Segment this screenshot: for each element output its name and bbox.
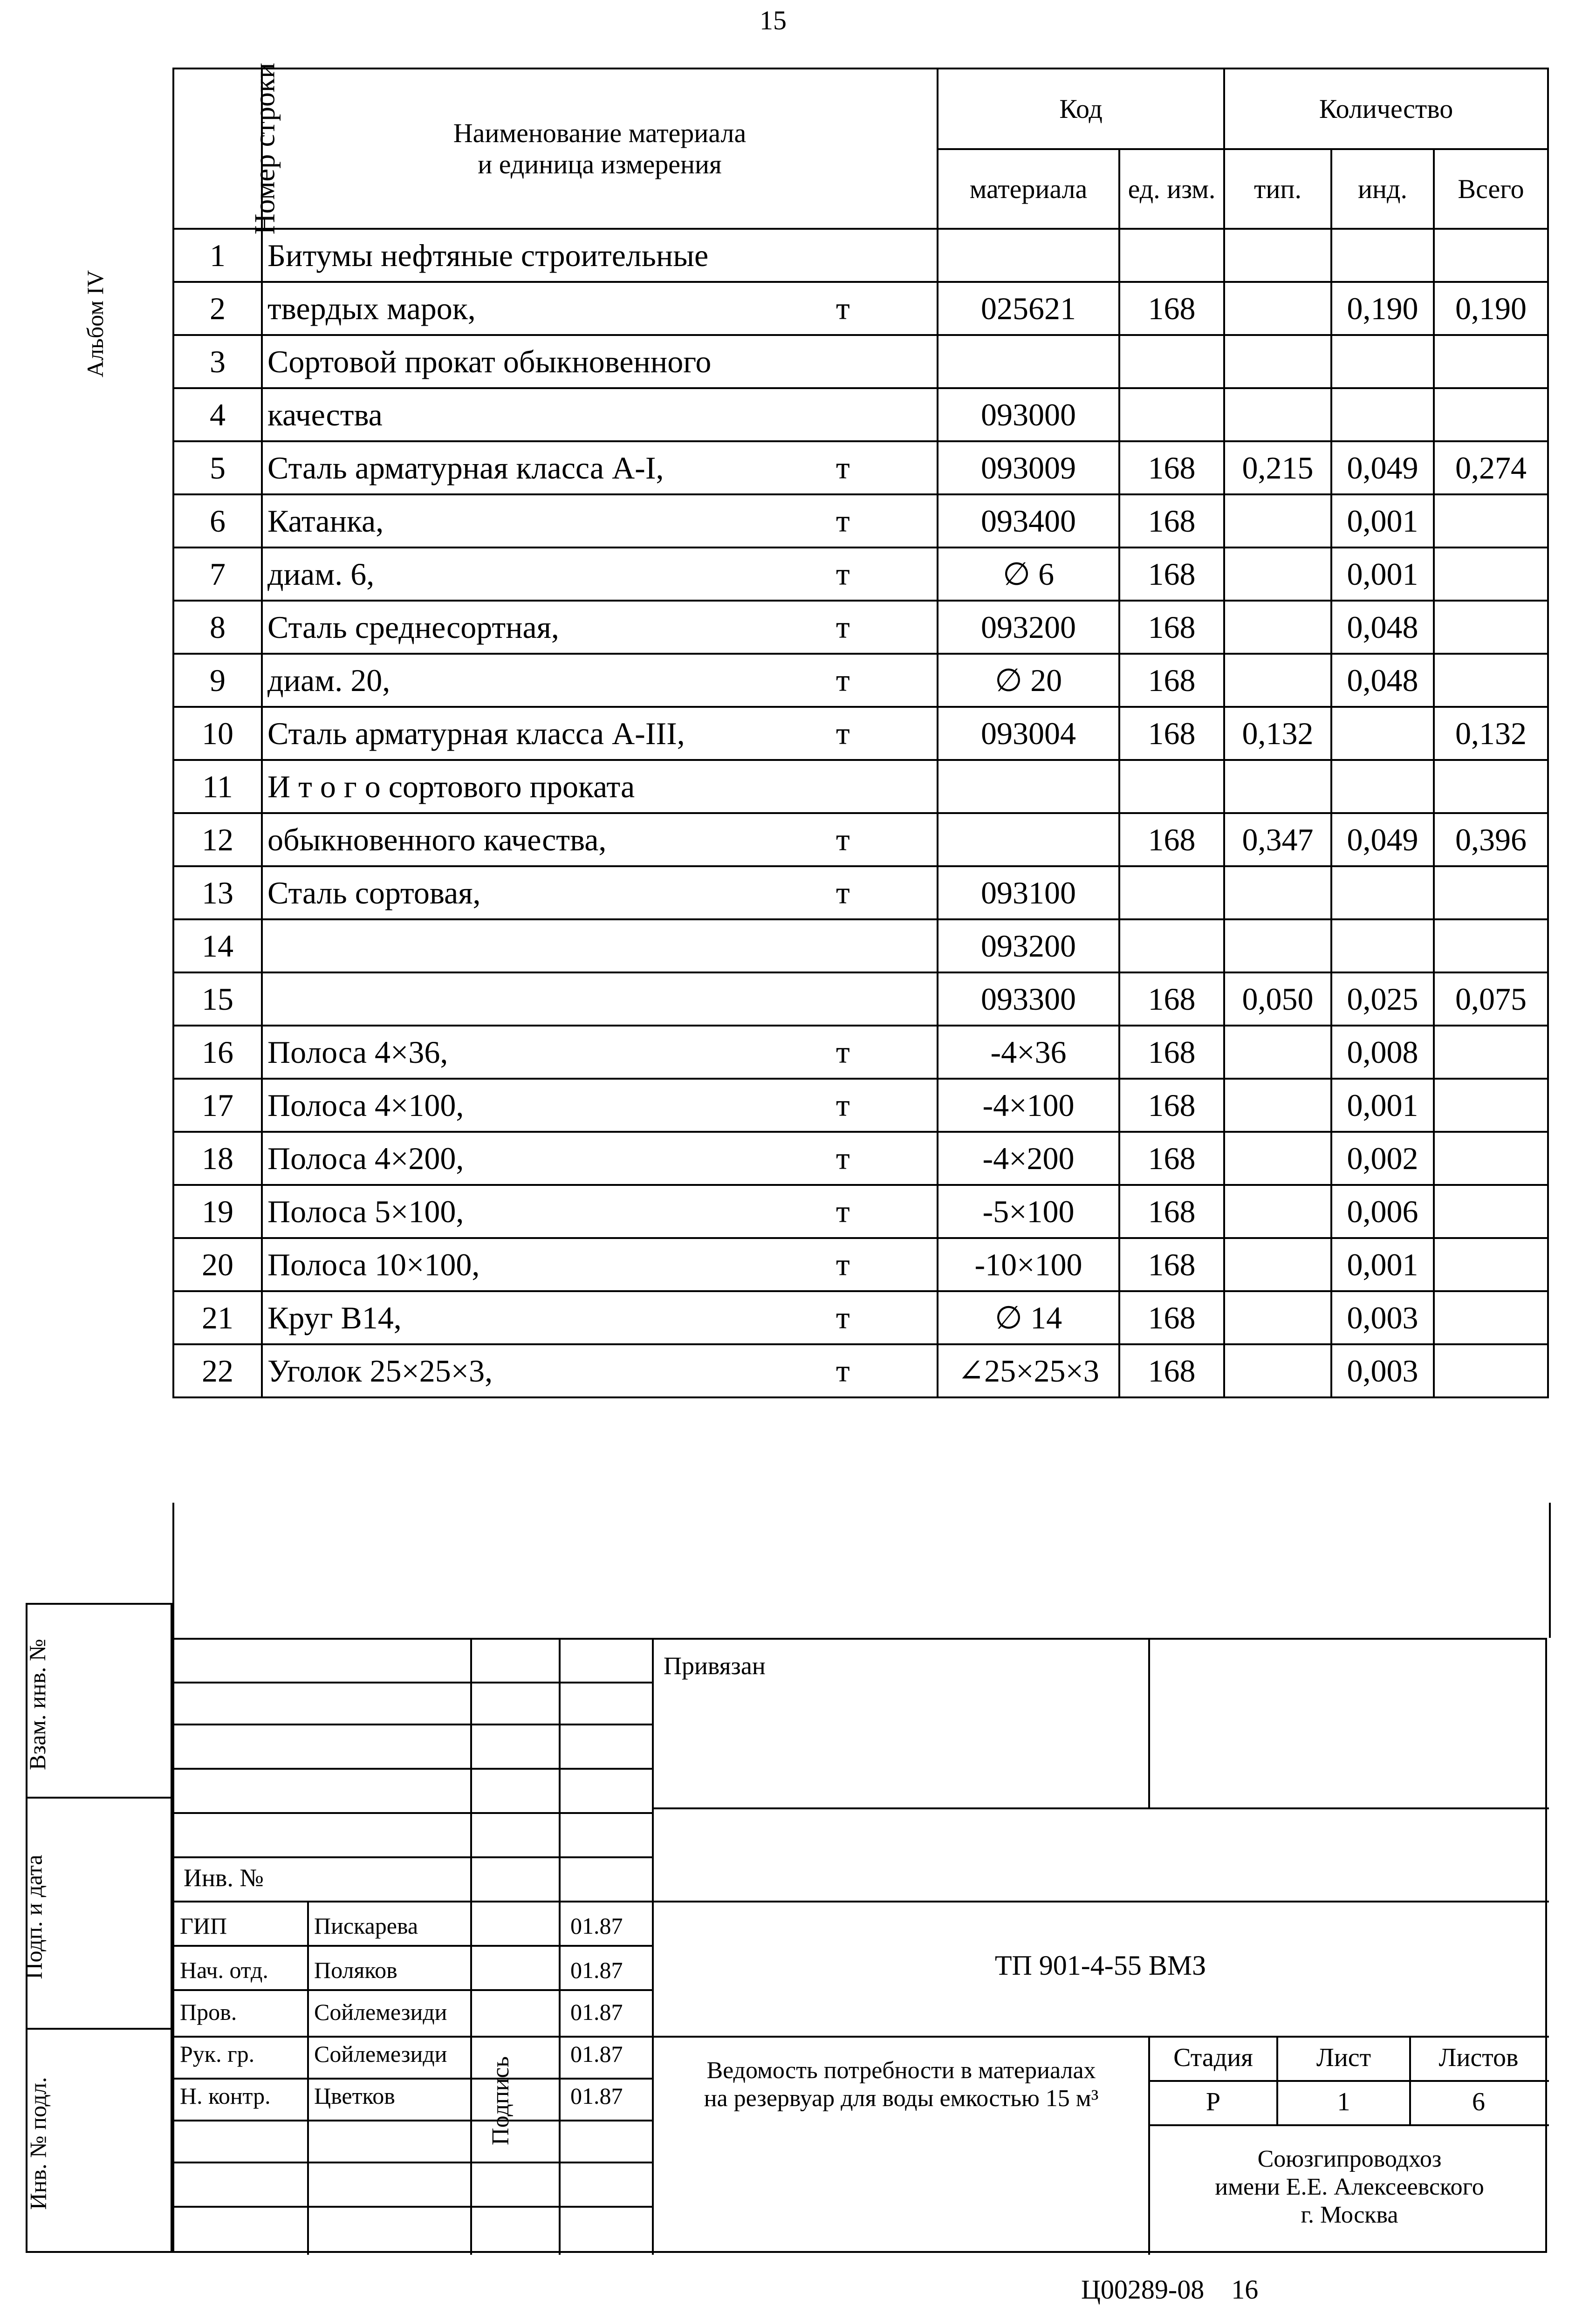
document-code: ТП 901-4-55 ВМЗ	[994, 1950, 1206, 1981]
table-row	[173, 229, 1548, 282]
material-name: И т о г о сортового проката	[262, 760, 938, 813]
qty-typ: 0,132	[1224, 707, 1331, 760]
qty-typ	[1224, 494, 1331, 547]
qty-total: 0,190	[1434, 282, 1548, 335]
material-code	[938, 229, 1119, 282]
table-row	[173, 1238, 1548, 1291]
unit-code: 168	[1119, 1344, 1224, 1397]
row-number: 21	[173, 1291, 262, 1344]
unit-label: т	[836, 1300, 850, 1335]
material-name: Сталь среднесортная, т	[262, 601, 938, 654]
row-number: 2	[173, 282, 262, 335]
qty-total	[1434, 1026, 1548, 1079]
material-code: 093000	[938, 388, 1119, 441]
side-label-podp: Подп. и дата	[21, 1855, 47, 1979]
code-group-header: Код	[938, 68, 1224, 149]
table-row	[173, 813, 1548, 866]
qty-total	[1434, 1132, 1548, 1185]
unit-code: 168	[1119, 1238, 1224, 1291]
row-number: 4	[173, 388, 262, 441]
unit-code: 168	[1119, 972, 1224, 1026]
row-number: 18	[173, 1132, 262, 1185]
qty-ind: 0,003	[1331, 1291, 1434, 1344]
approval-role: Нач. отд.	[180, 1957, 268, 1983]
table-row	[173, 494, 1548, 547]
material-code: -4×100	[938, 1079, 1119, 1132]
unit-code	[1119, 388, 1224, 441]
qty-ind	[1331, 707, 1434, 760]
row-number: 10	[173, 707, 262, 760]
unit-code	[1119, 919, 1224, 972]
unit-code	[1119, 866, 1224, 919]
code-unit-header: ед. изм.	[1119, 149, 1224, 229]
row-number: 19	[173, 1185, 262, 1238]
qty-typ	[1224, 1344, 1331, 1397]
qty-typ	[1224, 1026, 1331, 1079]
unit-label: т	[836, 875, 850, 910]
approval-role: Н. контр.	[180, 2083, 271, 2109]
unit-label: т	[836, 1246, 850, 1282]
table-row	[173, 547, 1548, 601]
unit-label: т	[836, 662, 850, 698]
material-name: Полоса 4×100, т	[262, 1079, 938, 1132]
material-code: 093300	[938, 972, 1119, 1026]
material-name: диам. 6, т	[262, 547, 938, 601]
qty-typ	[1224, 1185, 1331, 1238]
org-line2: имени Е.Е. Алексеевского	[1215, 2174, 1484, 2200]
sheets-label: Листов	[1438, 2043, 1519, 2072]
material-code: ∅ 20	[938, 654, 1119, 707]
material-code: 093400	[938, 494, 1119, 547]
qty-ind: 0,025	[1331, 972, 1434, 1026]
qty-ind: 0,003	[1331, 1344, 1434, 1397]
row-number: 12	[173, 813, 262, 866]
qty-typ	[1224, 1132, 1331, 1185]
qty-typ	[1224, 1238, 1331, 1291]
approval-date: 01.87	[570, 1957, 623, 1983]
unit-label: т	[836, 715, 850, 751]
unit-code: 168	[1119, 1291, 1224, 1344]
table-row	[173, 282, 1548, 335]
materials-table	[172, 62, 1549, 1398]
table-row	[173, 1026, 1548, 1079]
material-name: Сталь сортовая, т	[262, 866, 938, 919]
qty-total: 0,075	[1434, 972, 1548, 1026]
unit-code: 168	[1119, 441, 1224, 494]
qty-typ	[1224, 919, 1331, 972]
material-name	[262, 919, 938, 972]
table-row	[173, 866, 1548, 919]
unit-code: 168	[1119, 654, 1224, 707]
table-row	[173, 601, 1548, 654]
qty-total	[1434, 1344, 1548, 1397]
table-row	[173, 654, 1548, 707]
unit-label: т	[836, 1087, 850, 1123]
linked-label: Привязан	[664, 1652, 766, 1680]
table-row	[173, 972, 1548, 1026]
row-number: 16	[173, 1026, 262, 1079]
material-code	[938, 813, 1119, 866]
row-number: 5	[173, 441, 262, 494]
qty-typ	[1224, 388, 1331, 441]
approval-name: Пискарева	[314, 1913, 418, 1939]
qty-ind: 0,006	[1331, 1185, 1434, 1238]
material-name: Уголок 25×25×3, т	[262, 1344, 938, 1397]
table-row	[173, 1132, 1548, 1185]
qty-typ-header: тип.	[1224, 149, 1331, 229]
material-code: 093200	[938, 919, 1119, 972]
material-code: ∅ 14	[938, 1291, 1119, 1344]
album-label: Альбом IV	[82, 270, 108, 377]
qty-total	[1434, 866, 1548, 919]
material-name: Полоса 4×36, т	[262, 1026, 938, 1079]
unit-label: т	[836, 1353, 850, 1389]
unit-code: 168	[1119, 1079, 1224, 1132]
qty-typ	[1224, 547, 1331, 601]
row-number: 13	[173, 866, 262, 919]
unit-code: 168	[1119, 547, 1224, 601]
material-code: -4×200	[938, 1132, 1119, 1185]
approval-name: Поляков	[314, 1957, 397, 1983]
qty-total	[1434, 335, 1548, 388]
row-number: 7	[173, 547, 262, 601]
table-row	[173, 707, 1548, 760]
qty-total	[1434, 601, 1548, 654]
unit-code: 168	[1119, 494, 1224, 547]
table-row	[173, 1291, 1548, 1344]
qty-total	[1434, 229, 1548, 282]
unit-code	[1119, 335, 1224, 388]
qty-total	[1434, 1291, 1548, 1344]
unit-code	[1119, 760, 1224, 813]
material-name: Полоса 10×100, т	[262, 1238, 938, 1291]
table-row	[173, 919, 1548, 972]
org-line1: Союзгипроводхоз	[1257, 2146, 1442, 2172]
approval-role: Пров.	[180, 1999, 237, 2025]
code-material-header: материала	[938, 149, 1119, 229]
qty-total-header: Всего	[1434, 149, 1548, 229]
qty-ind	[1331, 388, 1434, 441]
document-title-line1: Ведомость потребности в материалах	[706, 2057, 1096, 2084]
unit-label: т	[836, 609, 850, 645]
material-name: диам. 20, т	[262, 654, 938, 707]
row-number: 11	[173, 760, 262, 813]
table-row	[173, 1079, 1548, 1132]
approval-date: 01.87	[570, 2041, 623, 2067]
blank-area	[172, 1503, 1551, 1638]
qty-total	[1434, 547, 1548, 601]
footer-code: Ц00289-08 16	[1081, 2274, 1259, 2305]
row-number: 15	[173, 972, 262, 1026]
unit-label: т	[836, 1193, 850, 1229]
material-name: твердых марок, т	[262, 282, 938, 335]
qty-typ	[1224, 760, 1331, 813]
unit-code: 168	[1119, 601, 1224, 654]
side-box-vzam	[26, 1603, 172, 1799]
qty-total: 0,396	[1434, 813, 1548, 866]
unit-code: 168	[1119, 813, 1224, 866]
qty-total: 0,274	[1434, 441, 1548, 494]
material-code: ∠25×25×3	[938, 1344, 1119, 1397]
row-number: 14	[173, 919, 262, 972]
row-number: 1	[173, 229, 262, 282]
page-number: 15	[760, 5, 787, 35]
qty-typ: 0,050	[1224, 972, 1331, 1026]
material-code: -5×100	[938, 1185, 1119, 1238]
qty-total	[1434, 388, 1548, 441]
qty-total	[1434, 919, 1548, 972]
qty-ind: 0,048	[1331, 601, 1434, 654]
approval-role: ГИП	[180, 1913, 227, 1939]
material-name: Сталь арматурная класса А-III, т	[262, 707, 938, 760]
unit-code: 168	[1119, 1132, 1224, 1185]
qty-ind: 0,008	[1331, 1026, 1434, 1079]
material-name: Полоса 4×200, т	[262, 1132, 938, 1185]
material-code: 093004	[938, 707, 1119, 760]
qty-ind	[1331, 335, 1434, 388]
qty-ind	[1331, 760, 1434, 813]
side-label-inv-podl: Инв. № подл.	[25, 2077, 51, 2210]
row-number: 17	[173, 1079, 262, 1132]
qty-typ	[1224, 335, 1331, 388]
qty-group-header: Количество	[1224, 68, 1548, 149]
material-name: Битумы нефтяные строительные	[262, 229, 938, 282]
material-name: Полоса 5×100, т	[262, 1185, 938, 1238]
unit-label: т	[836, 1034, 850, 1070]
material-code	[938, 760, 1119, 813]
row-number: 22	[173, 1344, 262, 1397]
unit-label: т	[836, 290, 850, 326]
sheets-value: 6	[1472, 2087, 1485, 2116]
qty-typ	[1224, 866, 1331, 919]
qty-ind: 0,001	[1331, 547, 1434, 601]
qty-total	[1434, 654, 1548, 707]
material-code: -4×36	[938, 1026, 1119, 1079]
unit-code: 168	[1119, 1185, 1224, 1238]
table-row	[173, 1185, 1548, 1238]
qty-ind: 0,001	[1331, 1238, 1434, 1291]
approval-date: 01.87	[570, 2083, 623, 2109]
row-number: 20	[173, 1238, 262, 1291]
approval-date: 01.87	[570, 1913, 623, 1939]
sheet-label: Лист	[1316, 2043, 1371, 2072]
qty-ind: 0,001	[1331, 1079, 1434, 1132]
unit-code: 168	[1119, 282, 1224, 335]
qty-ind: 0,002	[1331, 1132, 1434, 1185]
material-code: 025621	[938, 282, 1119, 335]
table-row	[173, 760, 1548, 813]
qty-ind	[1331, 229, 1434, 282]
material-name: Сталь арматурная класса А-I, т	[262, 441, 938, 494]
qty-ind: 0,049	[1331, 813, 1434, 866]
org-line3: г. Москва	[1301, 2202, 1398, 2228]
document-title-line2: на резервуар для воды емкостью 15 м³	[704, 2085, 1099, 2112]
qty-typ	[1224, 1291, 1331, 1344]
unit-label: т	[836, 450, 850, 486]
side-box-podp	[21, 1797, 172, 2030]
material-code: ∅ 6	[938, 547, 1119, 601]
qty-ind: 0,001	[1331, 494, 1434, 547]
material-name: качества	[262, 388, 938, 441]
approval-name: Сойлемезиди	[314, 2041, 447, 2067]
unit-code: 168	[1119, 707, 1224, 760]
qty-ind	[1331, 919, 1434, 972]
unit-label: т	[836, 1140, 850, 1176]
approval-role: Рук. гр.	[180, 2041, 255, 2067]
qty-typ	[1224, 282, 1331, 335]
approval-name: Цветков	[314, 2083, 395, 2109]
qty-ind-header: инд.	[1331, 149, 1434, 229]
side-box-inv-podl	[26, 2028, 172, 2253]
material-name: обыкновенного качества, т	[262, 813, 938, 866]
material-code: 093009	[938, 441, 1119, 494]
unit-label: т	[836, 821, 850, 857]
qty-total	[1434, 494, 1548, 547]
qty-ind: 0,049	[1331, 441, 1434, 494]
qty-total	[1434, 760, 1548, 813]
qty-typ	[1224, 1079, 1331, 1132]
material-code: 093200	[938, 601, 1119, 654]
unit-code	[1119, 229, 1224, 282]
material-name: Катанка, т	[262, 494, 938, 547]
qty-total	[1434, 1185, 1548, 1238]
qty-ind: 0,048	[1331, 654, 1434, 707]
title-block	[172, 1638, 1547, 2253]
side-label-vzam: Взам. инв. №	[24, 1639, 50, 1770]
unit-label: т	[836, 556, 850, 592]
table-row	[173, 441, 1548, 494]
material-name: Сортовой прокат обыкновенного	[262, 335, 938, 388]
qty-typ: 0,347	[1224, 813, 1331, 866]
qty-typ: 0,215	[1224, 441, 1331, 494]
material-name	[262, 972, 938, 1026]
signature-label: Подпись	[487, 2056, 514, 2145]
row-number: 6	[173, 494, 262, 547]
table-row	[173, 1344, 1548, 1397]
qty-ind: 0,190	[1331, 282, 1434, 335]
table-row	[173, 335, 1548, 388]
qty-ind	[1331, 866, 1434, 919]
sheet-value: 1	[1337, 2087, 1350, 2116]
material-code: 093100	[938, 866, 1119, 919]
material-name: Круг В14, т	[262, 1291, 938, 1344]
stage-label: Стадия	[1173, 2043, 1253, 2072]
unit-label: т	[836, 503, 850, 539]
row-number: 8	[173, 601, 262, 654]
row-number-header: Номер строки	[173, 68, 262, 229]
qty-typ	[1224, 229, 1331, 282]
qty-total	[1434, 1079, 1548, 1132]
stage-value: Р	[1206, 2087, 1221, 2116]
qty-total	[1434, 1238, 1548, 1291]
material-code: -10×100	[938, 1238, 1119, 1291]
row-number: 9	[173, 654, 262, 707]
qty-typ	[1224, 654, 1331, 707]
table-row	[173, 388, 1548, 441]
approval-name: Сойлемезиди	[314, 1999, 447, 2025]
material-code	[938, 335, 1119, 388]
unit-code: 168	[1119, 1026, 1224, 1079]
approval-date: 01.87	[570, 1999, 623, 2025]
inv-no-label: Инв. №	[184, 1864, 264, 1892]
row-number: 3	[173, 335, 262, 388]
qty-total: 0,132	[1434, 707, 1548, 760]
name-header: Наименование материала и единица измерения	[262, 68, 938, 229]
qty-typ	[1224, 601, 1331, 654]
